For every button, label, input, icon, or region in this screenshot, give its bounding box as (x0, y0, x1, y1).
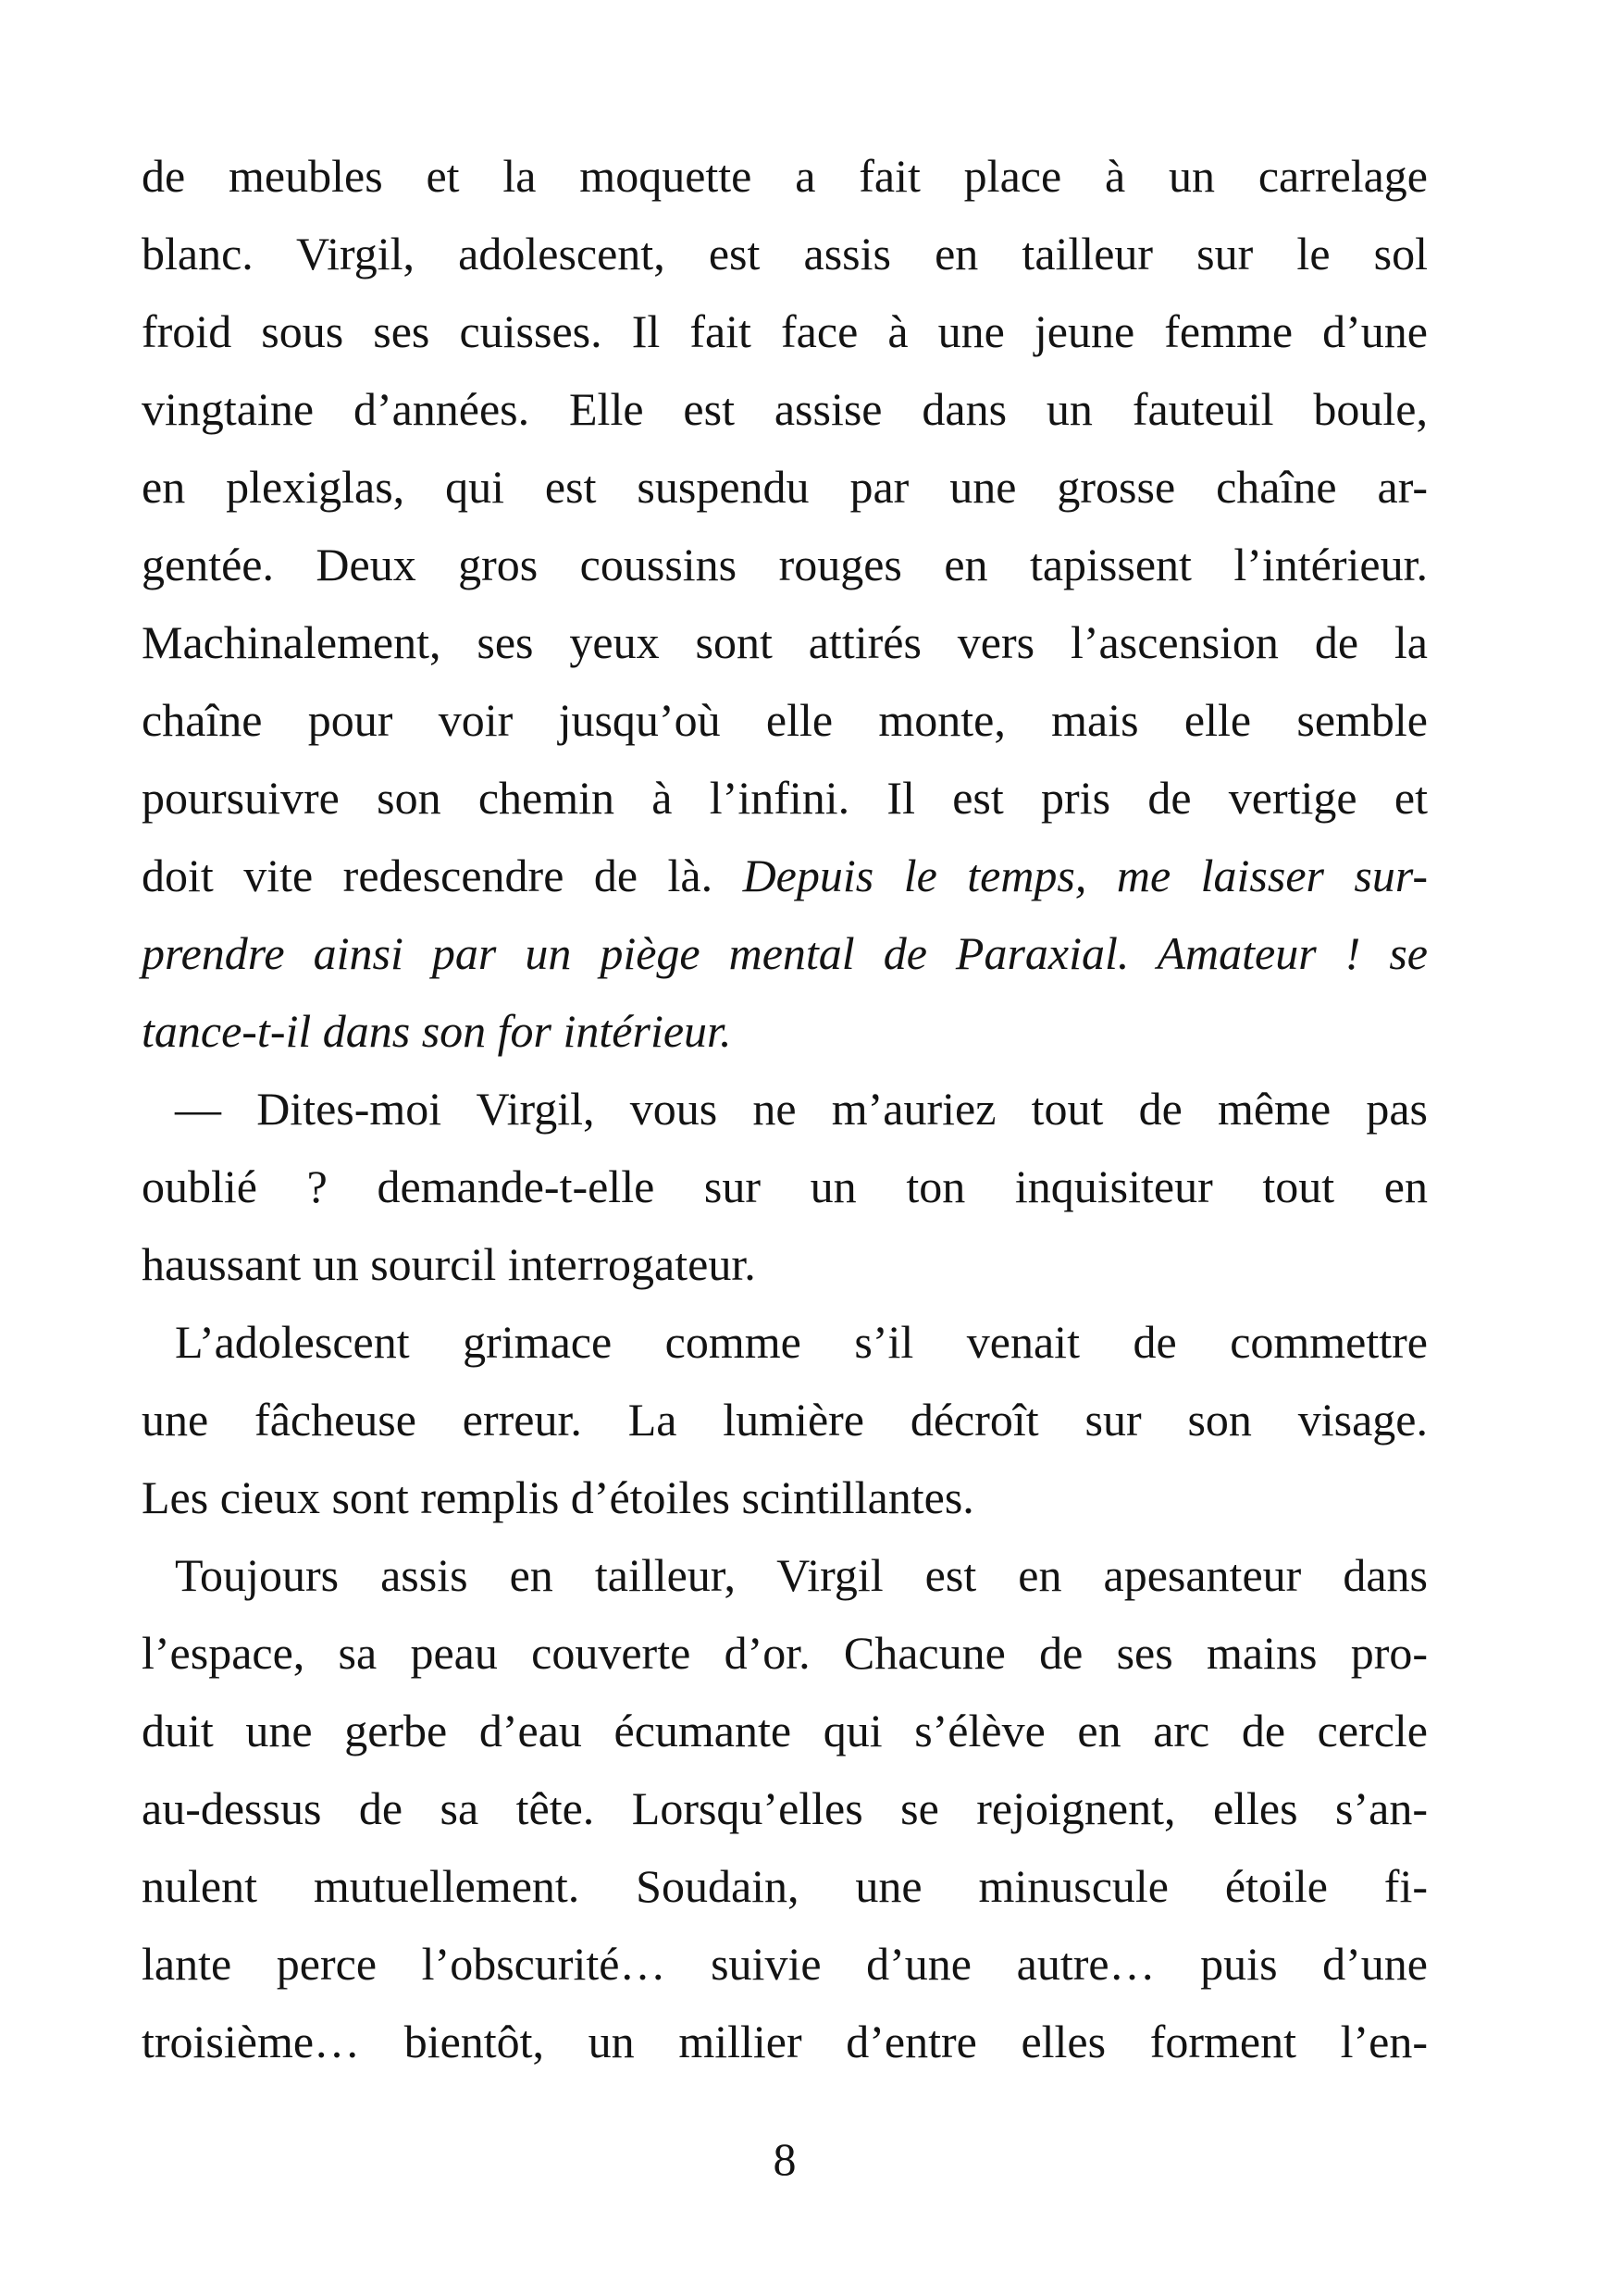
text-segment: vingtaine d’années. Elle est assise dans un fauteuil boule, (142, 383, 1428, 435)
text-line (142, 1925, 1428, 2003)
text-segment: chaîne pour voir jusqu’où elle monte, mais elle semble (142, 694, 1428, 746)
text-line (142, 603, 1428, 681)
text-line (142, 1225, 1428, 1303)
text-segment: lante perce l’obscurité… suivie d’une autre… puis d’une (142, 1938, 1428, 1990)
text-segment: L’adolescent grimace comme s’il venait de commettre (175, 1316, 1428, 1368)
italic-text-segment: prendre ainsi par un piège mental de Paraxial. Amateur ! se (142, 927, 1428, 979)
text-line (142, 1148, 1428, 1225)
text-segment: blanc. Virgil, adolescent, est assis en tailleur sur le sol (142, 228, 1428, 279)
text-line (142, 1381, 1428, 1458)
text-line (142, 837, 1428, 914)
text-segment: haussant un sourcil interrogateur. (142, 1238, 756, 1290)
text-segment: oublié ? demande-t-elle sur un ton inquisiteur tout en (142, 1160, 1428, 1212)
text-segment: Machinalement, ses yeux sont attirés vers l’ascension de la (142, 616, 1428, 668)
text-segment: nulent mutuellement. Soudain, une minuscule étoile fi- (142, 1860, 1428, 1912)
text-segment: — Dites-moi Virgil, vous ne m’auriez tout de même pas (175, 1083, 1428, 1135)
text-line (142, 681, 1428, 759)
text-line (142, 1458, 1428, 1536)
text-line (142, 2003, 1428, 2080)
text-line (142, 992, 1428, 1070)
text-line (142, 1769, 1428, 1847)
text-line (142, 448, 1428, 526)
text-segment: une fâcheuse erreur. La lumière décroît sur son visage. (142, 1394, 1428, 1446)
text-line (142, 370, 1428, 448)
text-line (142, 137, 1428, 215)
text-segment: duit une gerbe d’eau écumante qui s’élève en arc de cercle (142, 1705, 1428, 1756)
text-line (142, 1692, 1428, 1769)
page-number: 8 (773, 2133, 797, 2185)
text-line (142, 1070, 1428, 1148)
text-line (142, 1536, 1428, 1614)
text-block (142, 137, 1428, 2080)
text-segment: l’espace, sa peau couverte d’or. Chacune de ses mains pro- (142, 1627, 1428, 1679)
italic-text-segment: Depuis le temps, me laisser sur- (742, 850, 1428, 901)
text-line (142, 1303, 1428, 1381)
text-segment: doit vite redescendre de là. (142, 850, 743, 901)
text-line (142, 215, 1428, 292)
text-line (142, 759, 1428, 837)
text-segment: au-dessus de sa tête. Lorsqu’elles se rejoignent, elles s’an- (142, 1782, 1428, 1834)
text-line (142, 526, 1428, 603)
text-segment: gentée. Deux gros coussins rouges en tapissent l’intérieur. (142, 539, 1428, 590)
text-segment: troisième… bientôt, un millier d’entre elles forment l’en- (142, 2016, 1428, 2067)
text-segment: en plexiglas, qui est suspendu par une grosse chaîne ar- (142, 461, 1428, 513)
text-segment: Les cieux sont remplis d’étoiles scintillantes. (142, 1471, 974, 1523)
text-segment: poursuivre son chemin à l’infini. Il est pris de vertige et (142, 772, 1428, 824)
text-line (142, 914, 1428, 992)
text-line (142, 1614, 1428, 1692)
text-segment: froid sous ses cuisses. Il fait face à une jeune femme d’une (142, 305, 1428, 357)
text-segment: de meubles et la moquette a fait place à un carrelage (142, 150, 1428, 202)
text-line (142, 1847, 1428, 1925)
text-segment: Toujours assis en tailleur, Virgil est en apesanteur dans (175, 1549, 1428, 1601)
italic-text-segment: tance-t-il dans son for intérieur. (142, 1005, 732, 1057)
text-line (142, 292, 1428, 370)
